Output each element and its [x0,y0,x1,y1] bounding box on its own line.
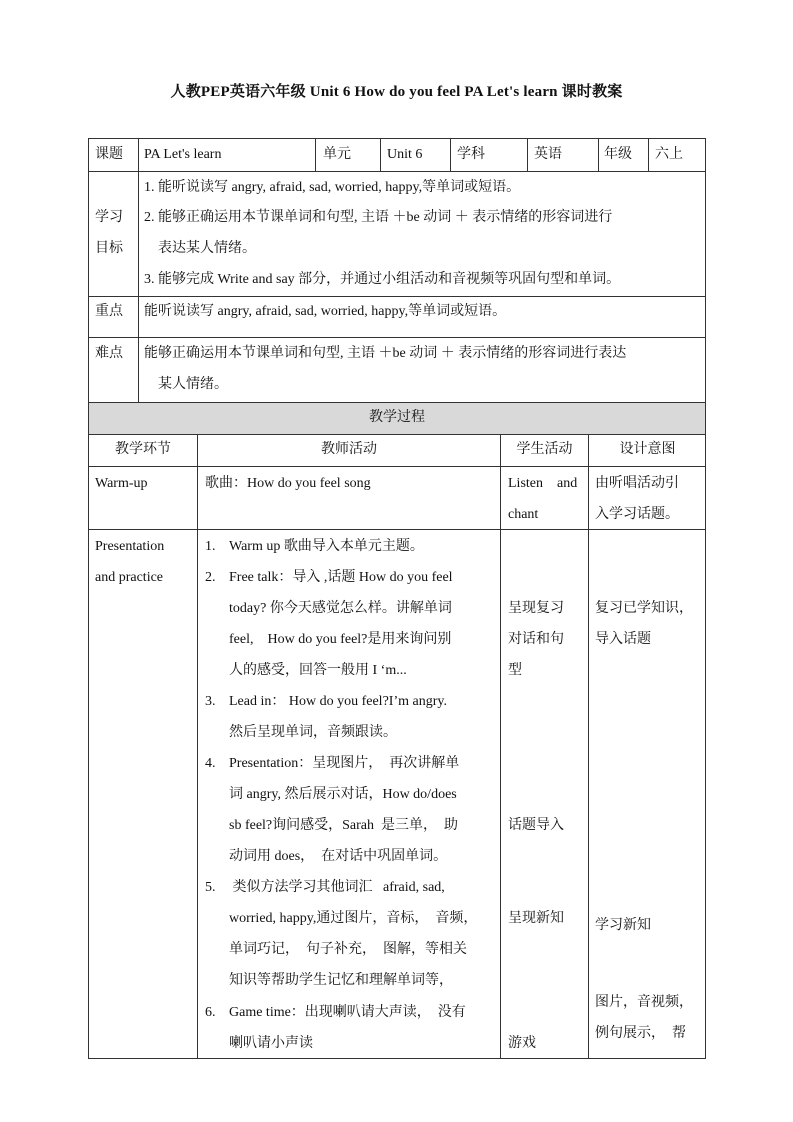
step-5-line: 单词巧记， 句子补充， 图解，等相关 [229,942,467,957]
unit-value: Unit 6 [387,147,423,162]
unit-label: 单元 [323,147,351,162]
topic-value: PA Let's learn [144,147,222,162]
difficulties-label: 难点 [95,346,123,361]
step-5-line: 类似方法学习其他词汇 afraid, sad, [229,880,445,895]
student-activity: 对话和句 [508,632,564,647]
student-activity: 话题导入 [508,818,564,833]
column-header-teacher: 教师活动 [321,442,377,457]
presentation-stage-2: and practice [95,570,164,585]
student-activity: 呈现复习 [508,601,564,616]
step-4-line: 词 angry, 然后展示对话，How do/does [229,787,457,802]
difficulties-line-1: 能够正确运用本节课单词和句型, 主语 ＋be 动词 ＋ 表示情绪的形容词进行表达 [144,346,627,361]
step-6-line: 喇叭请小声读 [229,1036,313,1051]
step-1-num: 1. [205,539,216,554]
grade-label: 年级 [604,147,632,162]
step-3-line: Lead in： How do you feel?I’m angry. [229,694,447,709]
column-header-student: 学生活动 [516,442,573,457]
warmup-intent-1: 由听唱活动引 [595,476,679,491]
student-activity: 呈现新知 [508,911,564,926]
step-4-line: Presentation：呈现图片， 再次讲解单 [229,756,460,771]
column-header-stage: 教学环节 [115,442,171,457]
student-activity: 游戏 [508,1036,536,1051]
objective-item-2: 2. 能够正确运用本节课单词和句型, 主语 ＋be 动词 ＋ 表示情绪的形容词进行 [144,210,613,225]
student-activity: 型 [508,663,522,678]
step-3-num: 3. [205,694,216,709]
step-2-line: feel, How do you feel?是用来询问别 [229,632,452,647]
key-points-label: 重点 [95,304,123,319]
warmup-intent-2: 入学习话题。 [595,507,679,522]
topic-label: 课题 [95,147,123,162]
step-4-line: 动词用 does， 在对话中巩固单词。 [229,849,448,864]
grade-value: 六上 [655,147,683,162]
objective-item-3: 3. 能够完成 Write and say 部分，并通过小组活动和音视频等巩固句型和单词。 [144,272,621,287]
key-points-text: 能听说读写 angry, afraid, sad, worried, happy,等单词或短语。 [144,304,507,319]
objective-item-1: 1. 能听说读写 angry, afraid, sad, worried, happy,等单词或短语。 [144,180,521,195]
warmup-stage: Warm-up [95,476,148,491]
step-1-line: Warm up 歌曲导入本单元主题。 [229,539,424,554]
column-header-intent: 设计意图 [619,442,676,457]
process-header: 教学过程 [369,410,425,425]
objectives-label-1: 学习 [95,210,123,225]
step-2-line: 人的感受，回答一般用 I ‘m... [229,663,407,678]
design-intent: 复习已学知识， [595,601,693,616]
difficulties-line-2: 某人情绪。 [158,377,228,392]
step-4-line: sb feel?询问感受，Sarah 是三单， 助 [229,818,459,833]
warmup-student-2: chant [508,507,539,522]
document-title: 人教PEP英语六年级 Unit 6 How do you feel PA Let's learn 课时教案 [170,84,623,100]
step-5-line: 知识等帮助学生记忆和理解单词等， [229,973,453,988]
step-2-num: 2. [205,570,216,585]
step-3-line: 然后呈现单词，音频跟读。 [229,725,397,740]
design-intent: 学习新知 [595,918,651,933]
warmup-student-1: Listen and [508,476,578,491]
step-2-line: today? 你今天感觉怎么样。讲解单词 [229,601,452,616]
step-5-line: worried, happy,通过图片，音标， 音频， [229,911,478,926]
subject-value: 英语 [534,147,562,162]
objective-item-2-cont: 表达某人情绪。 [158,241,256,256]
design-intent: 导入话题 [595,632,651,647]
step-6-num: 6. [205,1005,216,1020]
objectives-label-2: 目标 [95,241,123,256]
subject-label: 学科 [457,147,485,162]
step-6-line: Game time：出现喇叭请大声读， 没有 [229,1005,466,1020]
step-2-line: Free talk：导入 ,话题 How do you feel [229,570,453,585]
step-5-num: 5. [205,880,216,895]
design-intent: 例句展示， 帮 [595,1026,686,1041]
step-4-num: 4. [205,756,216,771]
warmup-teacher: 歌曲：How do you feel song [205,476,371,491]
design-intent: 图片，音视频， [595,995,693,1010]
presentation-stage-1: Presentation [95,539,165,554]
